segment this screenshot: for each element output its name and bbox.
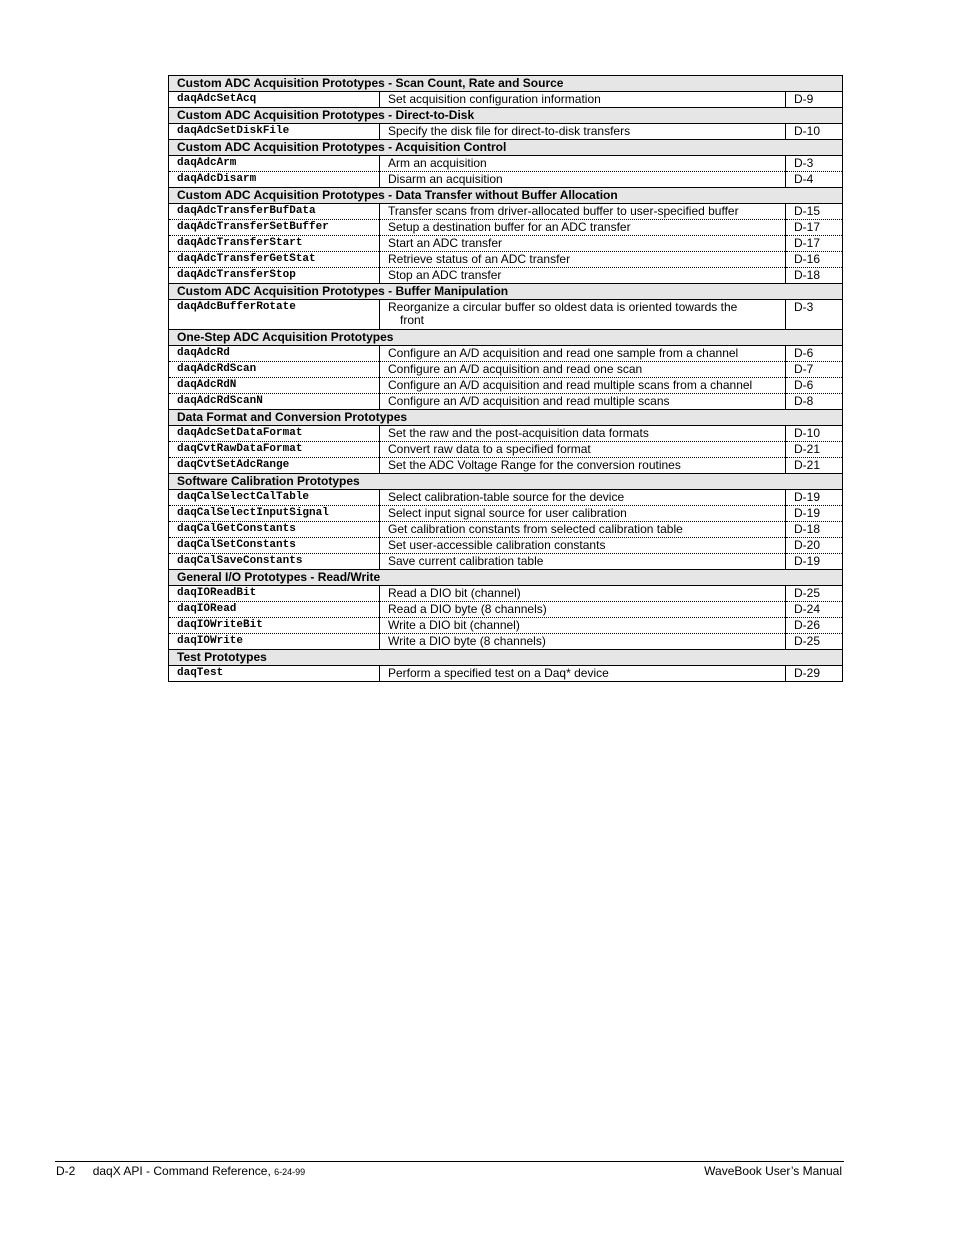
function-name: daqIOReadBit — [169, 586, 380, 602]
function-description: Set acquisition configuration information — [380, 92, 786, 108]
section-title: Custom ADC Acquisition Prototypes - Direct-to-Disk — [169, 108, 843, 124]
page-reference: D-21 — [786, 458, 843, 474]
table-row — [169, 506, 843, 522]
section-title: General I/O Prototypes - Read/Write — [169, 570, 843, 586]
table-row — [169, 490, 843, 506]
function-description: Configure an A/D acquisition and read one scan — [380, 362, 786, 378]
function-description: Start an ADC transfer — [380, 236, 786, 252]
function-name: daqAdcArm — [169, 156, 380, 172]
description-line-continued: front — [400, 313, 425, 327]
function-description: Configure an A/D acquisition and read multiple scans from a channel — [380, 378, 786, 394]
section-title: Custom ADC Acquisition Prototypes - Buffer Manipulation — [169, 284, 843, 300]
section-title: Software Calibration Prototypes — [169, 474, 843, 490]
function-description: Configure an A/D acquisition and read one sample from a channel — [380, 346, 786, 362]
function-description: Setup a destination buffer for an ADC transfer — [380, 220, 786, 236]
function-name: daqAdcTransferBufData — [169, 204, 380, 220]
footer-left — [56, 1164, 305, 1178]
page-reference: D-7 — [786, 362, 843, 378]
page-reference: D-20 — [786, 538, 843, 554]
page-reference: D-26 — [786, 618, 843, 634]
footer-page-number: D-2 — [56, 1164, 76, 1178]
function-description: Read a DIO byte (8 channels) — [380, 602, 786, 618]
table-row — [169, 346, 843, 362]
function-description: Write a DIO byte (8 channels) — [380, 634, 786, 650]
section-title: Custom ADC Acquisition Prototypes - Scan Count, Rate and Source — [169, 76, 843, 92]
page-reference: D-9 — [786, 92, 843, 108]
command-reference-table — [168, 75, 843, 682]
page-reference: D-10 — [786, 426, 843, 442]
function-description: Stop an ADC transfer — [380, 268, 786, 284]
section-header — [169, 410, 843, 426]
table-row — [169, 634, 843, 650]
function-description — [380, 300, 786, 330]
table-row — [169, 156, 843, 172]
section-header — [169, 108, 843, 124]
table-row — [169, 204, 843, 220]
function-name: daqAdcDisarm — [169, 172, 380, 188]
page-reference: D-3 — [786, 156, 843, 172]
table-row — [169, 666, 843, 682]
section-title: Test Prototypes — [169, 650, 843, 666]
function-name: daqAdcRdScan — [169, 362, 380, 378]
section-header — [169, 474, 843, 490]
page-reference: D-18 — [786, 522, 843, 538]
function-name: daqIOWrite — [169, 634, 380, 650]
section-title: One-Step ADC Acquisition Prototypes — [169, 330, 843, 346]
page-reference: D-17 — [786, 220, 843, 236]
page-reference: D-16 — [786, 252, 843, 268]
table-row — [169, 378, 843, 394]
section-header — [169, 76, 843, 92]
table-row — [169, 172, 843, 188]
function-name: daqAdcTransferStart — [169, 236, 380, 252]
function-description: Set the raw and the post-acquisition data formats — [380, 426, 786, 442]
page-reference: D-17 — [786, 236, 843, 252]
section-header — [169, 140, 843, 156]
function-name: daqAdcRd — [169, 346, 380, 362]
table-row — [169, 442, 843, 458]
table-body — [169, 76, 843, 682]
function-name: daqAdcRdScanN — [169, 394, 380, 410]
function-name: daqCalSaveConstants — [169, 554, 380, 570]
page-reference: D-21 — [786, 442, 843, 458]
footer-doc-title: daqX API - Command Reference, — [92, 1164, 271, 1178]
function-description: Specify the disk file for direct-to-disk transfers — [380, 124, 786, 140]
page-reference: D-8 — [786, 394, 843, 410]
function-name: daqIORead — [169, 602, 380, 618]
table-row — [169, 554, 843, 570]
table-row — [169, 426, 843, 442]
function-description: Read a DIO bit (channel) — [380, 586, 786, 602]
function-description: Set user-accessible calibration constants — [380, 538, 786, 554]
function-name: daqCvtRawDataFormat — [169, 442, 380, 458]
function-description: Configure an A/D acquisition and read multiple scans — [380, 394, 786, 410]
function-name: daqAdcBufferRotate — [169, 300, 380, 330]
function-description: Write a DIO bit (channel) — [380, 618, 786, 634]
function-name: daqIOWriteBit — [169, 618, 380, 634]
function-name: daqAdcSetDataFormat — [169, 426, 380, 442]
table-row — [169, 458, 843, 474]
function-name: daqCalGetConstants — [169, 522, 380, 538]
table-row — [169, 124, 843, 140]
page-reference: D-4 — [786, 172, 843, 188]
table-row — [169, 268, 843, 284]
function-description: Convert raw data to a specified format — [380, 442, 786, 458]
table-row — [169, 586, 843, 602]
page-reference: D-6 — [786, 346, 843, 362]
function-description: Select calibration-table source for the device — [380, 490, 786, 506]
page-reference: D-3 — [786, 300, 843, 330]
table-row — [169, 538, 843, 554]
section-title: Custom ADC Acquisition Prototypes - Data Transfer without Buffer Allocation — [169, 188, 843, 204]
function-name: daqTest — [169, 666, 380, 682]
table-row — [169, 602, 843, 618]
function-description: Disarm an acquisition — [380, 172, 786, 188]
function-description: Select input signal source for user calibration — [380, 506, 786, 522]
page-reference: D-24 — [786, 602, 843, 618]
function-name: daqCvtSetAdcRange — [169, 458, 380, 474]
page-reference: D-25 — [786, 634, 843, 650]
function-name: daqAdcRdN — [169, 378, 380, 394]
function-description: Perform a specified test on a Daq* device — [380, 666, 786, 682]
description-line: Reorganize a circular buffer so oldest data is oriented towards the — [388, 300, 738, 314]
section-title: Data Format and Conversion Prototypes — [169, 410, 843, 426]
page-reference: D-18 — [786, 268, 843, 284]
page-reference: D-19 — [786, 490, 843, 506]
function-description: Set the ADC Voltage Range for the conversion routines — [380, 458, 786, 474]
function-name: daqCalSelectCalTable — [169, 490, 380, 506]
function-name: daqCalSetConstants — [169, 538, 380, 554]
page-reference: D-29 — [786, 666, 843, 682]
table-row — [169, 362, 843, 378]
function-name: daqAdcTransferGetStat — [169, 252, 380, 268]
page-reference: D-19 — [786, 506, 843, 522]
page-reference: D-25 — [786, 586, 843, 602]
section-title: Custom ADC Acquisition Prototypes - Acquisition Control — [169, 140, 843, 156]
section-header — [169, 650, 843, 666]
table-row — [169, 236, 843, 252]
function-description: Get calibration constants from selected calibration table — [380, 522, 786, 538]
footer-rule — [55, 1161, 844, 1162]
page-reference: D-15 — [786, 204, 843, 220]
function-name: daqAdcTransferStop — [169, 268, 380, 284]
table-row — [169, 300, 843, 330]
section-header — [169, 284, 843, 300]
function-description: Save current calibration table — [380, 554, 786, 570]
function-name: daqCalSelectInputSignal — [169, 506, 380, 522]
footer-manual-title: WaveBook User’s Manual — [704, 1164, 842, 1178]
page-reference: D-6 — [786, 378, 843, 394]
table-row — [169, 252, 843, 268]
table-row — [169, 522, 843, 538]
page-reference: D-19 — [786, 554, 843, 570]
function-name: daqAdcSetAcq — [169, 92, 380, 108]
footer-date: 6-24-99 — [274, 1167, 306, 1177]
section-header — [169, 188, 843, 204]
table-row — [169, 618, 843, 634]
section-header — [169, 330, 843, 346]
function-description: Arm an acquisition — [380, 156, 786, 172]
table-row — [169, 394, 843, 410]
table-row — [169, 220, 843, 236]
table-row — [169, 92, 843, 108]
function-description: Transfer scans from driver-allocated buffer to user-specified buffer — [380, 204, 786, 220]
page-reference: D-10 — [786, 124, 843, 140]
section-header — [169, 570, 843, 586]
function-description: Retrieve status of an ADC transfer — [380, 252, 786, 268]
function-name: daqAdcSetDiskFile — [169, 124, 380, 140]
function-name: daqAdcTransferSetBuffer — [169, 220, 380, 236]
